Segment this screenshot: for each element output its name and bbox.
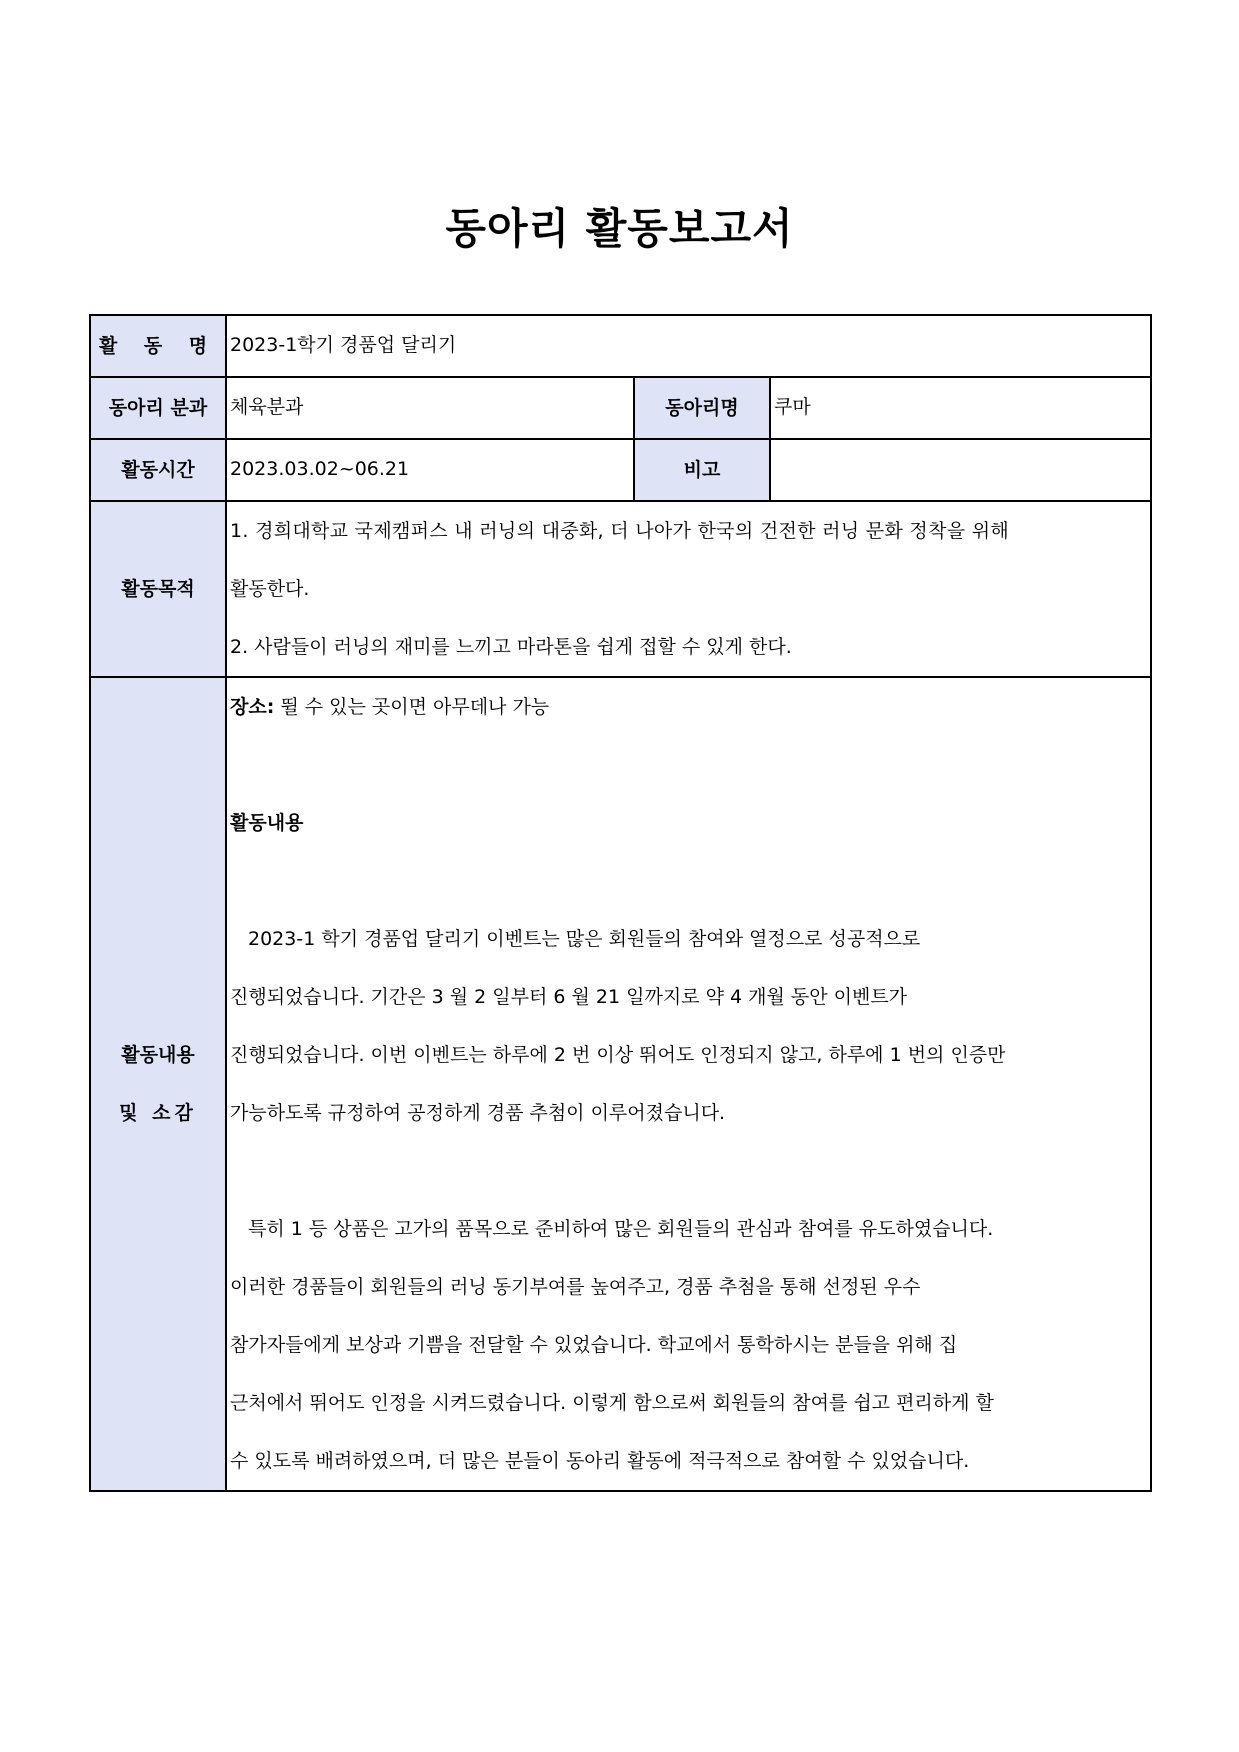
paragraph-line: 이러한 경품들이 회원들의 러닝 동기부여를 높여주고, 경품 추첨을 통해 선정된 우수 [230, 1276, 921, 1298]
page-title: 동아리 활동보고서 [445, 204, 794, 253]
activity-time-label: 활동시간 [90, 439, 226, 501]
place-label: 장소: [230, 696, 275, 718]
club-name-label: 동아리명 [634, 377, 770, 439]
purpose-line: 2. 사람들이 러닝의 재미를 느끼고 마라톤을 쉽게 접할 수 있게 한다. [230, 636, 792, 658]
row-content [90, 677, 1151, 1491]
activity-name-value: 2023-1학기 경품업 달리기 [226, 315, 1151, 377]
purpose-line: 1. 경희대학교 국제캠퍼스 내 러닝의 대중화, 더 나아가 한국의 건전한 러닝 문화 정착을 위해 [230, 520, 1010, 542]
paragraph-line: 근처에서 뛰어도 인정을 시켜드렸습니다. 이렇게 함으로써 회원들의 참여를 쉽고 편리하게 할 [230, 1392, 994, 1414]
section-heading: 활동내용 [230, 812, 304, 834]
remarks-value [770, 439, 1151, 501]
content-label [90, 677, 226, 1491]
row-activity-name [90, 315, 1151, 377]
club-division-value: 체육분과 [226, 377, 634, 439]
purpose-label: 활동목적 [90, 501, 226, 677]
report-table [89, 314, 1152, 1492]
club-name-value: 쿠마 [770, 377, 1151, 439]
row-purpose [90, 501, 1151, 677]
content-label-line2: 및 소감 [119, 1102, 197, 1124]
row-activity-time [90, 439, 1151, 501]
paragraph-line: 진행되었습니다. 이번 이벤트는 하루에 2 번 이상 뛰어도 인정되지 않고, 하루에 1 번의 인증만 [230, 1044, 1006, 1066]
content-value [226, 677, 1151, 1491]
paragraph-line: 특히 1 등 상품은 고가의 품목으로 준비하여 많은 회원들의 관심과 참여를 유도하였습니다. [248, 1218, 994, 1240]
place-line [230, 678, 1148, 736]
activity-time-value: 2023.03.02~06.21 [226, 439, 634, 501]
paragraph-line: 참가자들에게 보상과 기쁨을 전달할 수 있었습니다. 학교에서 통학하시는 분들을 위해 집 [230, 1334, 958, 1356]
paragraph-line: 수 있도록 배려하였으며, 더 많은 분들이 동아리 활동에 적극적으로 참여할 수 있었습니다. [230, 1450, 970, 1472]
paragraph-line: 진행되었습니다. 기간은 3 월 2 일부터 6 월 21 일까지로 약 4 개월 동안 이벤트가 [230, 986, 908, 1008]
remarks-label: 비고 [634, 439, 770, 501]
activity-name-label: 활 동 명 [90, 315, 226, 377]
paragraph-line: 2023-1 학기 경품업 달리기 이벤트는 많은 회원들의 참여와 열정으로 성공적으로 [248, 928, 921, 950]
purpose-line: 활동한다. [230, 578, 310, 600]
place-value: 뛸 수 있는 곳이면 아무데나 가능 [274, 696, 550, 718]
content-label-line1: 활동내용 [121, 1044, 195, 1066]
row-club-info [90, 377, 1151, 439]
purpose-value [226, 501, 1151, 677]
paragraph-line: 가능하도록 규정하여 공정하게 경품 추첨이 이루어졌습니다. [230, 1102, 726, 1124]
club-division-label: 동아리 분과 [90, 377, 226, 439]
